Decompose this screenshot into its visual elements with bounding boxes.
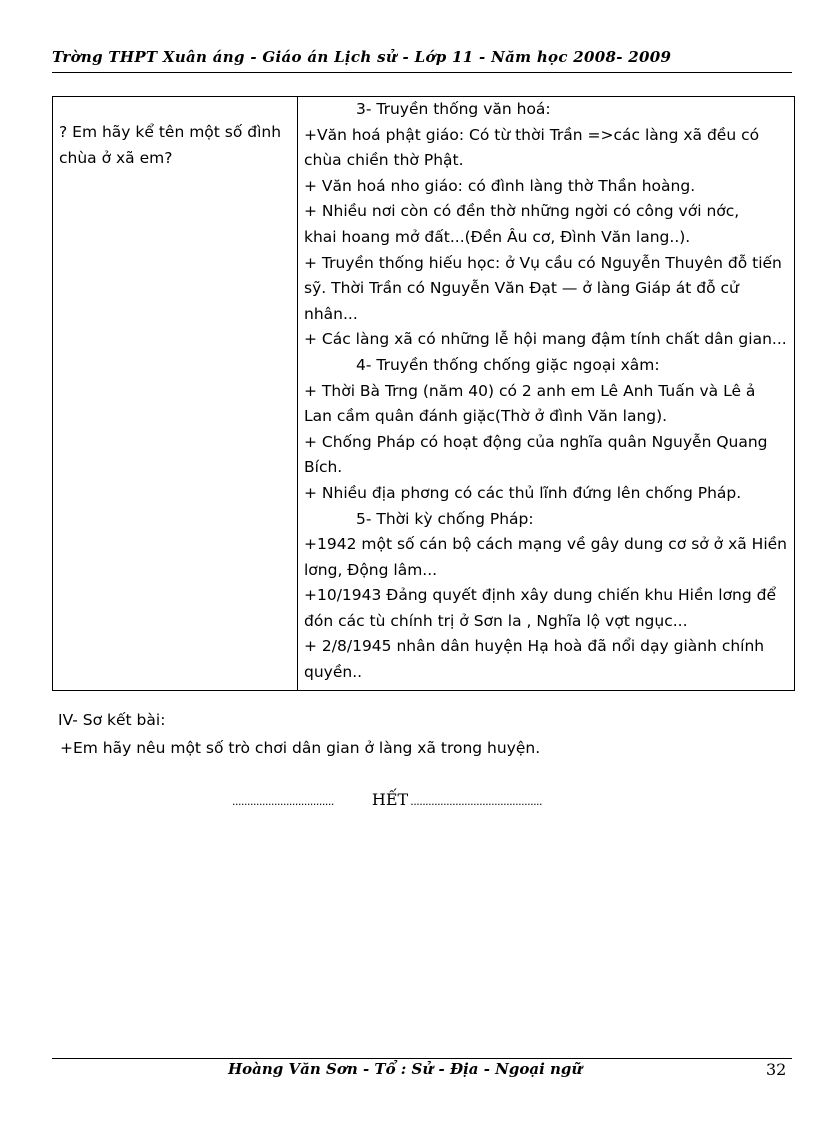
content-line: + Truyền thống hiếu học: ở Vụ cầu có Nguyễn Thuyên đỗ tiến [304,253,782,272]
content-line: +Văn hoá phật giáo: Có từ thời Trần =>các làng xã đều có [304,125,760,144]
end-dots-right: ............................................ [410,795,543,808]
content-line: +10/1943 Đảng quyết định xây dung chiến khu Hiền lơng để [304,586,777,605]
section-iv [52,706,792,762]
content-line: + Nhiều địa phơng có các thủ lĩnh đứng lên chống Pháp. [304,483,742,502]
table-row [53,97,795,691]
content-line: + Các làng xã có những lễ hội mang đậm tính chất dân gian... [304,330,787,349]
page-footer: Hoàng Văn Sơn - Tổ : Sử - Địa - Ngoại ngữ [228,1060,583,1078]
content-text [298,97,794,690]
content-line: + Nhiều nơi còn có đền thờ những ngời có công với nớc, [304,202,740,221]
footer-rule [52,1058,792,1059]
content-cell [298,97,795,691]
lesson-table [52,96,795,691]
content-line: sỹ. Thời Trần có Nguyễn Văn Đạt — ở làng Giáp át đỗ cử [304,279,739,298]
content-line: chùa chiền thờ Phật. [304,151,464,170]
section-iv-task: +Em hãy nêu một số trò chơi dân gian ở làng xã trong huyện. [60,739,541,757]
question-line: chùa ở xã em? [59,148,173,167]
content-line: + Thời Bà Trng (năm 40) có 2 anh em Lê Anh Tuấn và Lê ả [304,381,756,400]
section-heading: 4- Truyền thống chống giặc ngoại xâm: [356,355,660,374]
section-iv-title: IV- Sơ kết bài: [58,711,166,729]
content-line: nhân... [304,304,358,323]
content-line: quyền.. [304,663,363,682]
content-line: + 2/8/1945 nhân dân huyện Hạ hoà đã nổi dạy giành chính [304,637,765,656]
page-header: Trờng THPT Xuân áng - Giáo án Lịch sử - Lớp 11 - Năm học 2008- 2009 [52,48,672,66]
content-line: Lan cầm quân đánh giặc(Thờ ở đình Văn lang). [304,407,668,426]
page-number: 32 [766,1060,787,1079]
content-line: + Văn hoá nho giáo: có đình làng thờ Thần hoàng. [304,176,696,195]
question-line: ? Em hãy kể tên một số đình [59,123,282,141]
content-line: + Chống Pháp có hoạt động của nghĩa quân Nguyễn Quang [304,432,768,451]
content-line: lơng, Động lâm... [304,560,438,579]
question-cell [53,97,298,691]
content-line: khai hoang mở đất...(Đền Âu cơ, Đình Văn lang..). [304,227,691,246]
section-heading: 5- Thời kỳ chống Pháp: [356,509,534,528]
section-heading: 3- Truyền thống văn hoá: [356,100,551,118]
content-line: Bích. [304,458,343,477]
question-text [53,97,297,171]
end-marker [232,790,542,809]
content-line: +1942 một số cán bộ cách mạng về gây dung cơ sở ở xã Hiền [304,535,788,554]
end-word: HẾT [371,790,409,809]
content-line: đón các tù chính trị ở Sơn la , Nghĩa lộ vợt ngục... [304,611,688,630]
end-dots-left: .................................. [232,795,334,808]
header-rule [52,72,792,73]
